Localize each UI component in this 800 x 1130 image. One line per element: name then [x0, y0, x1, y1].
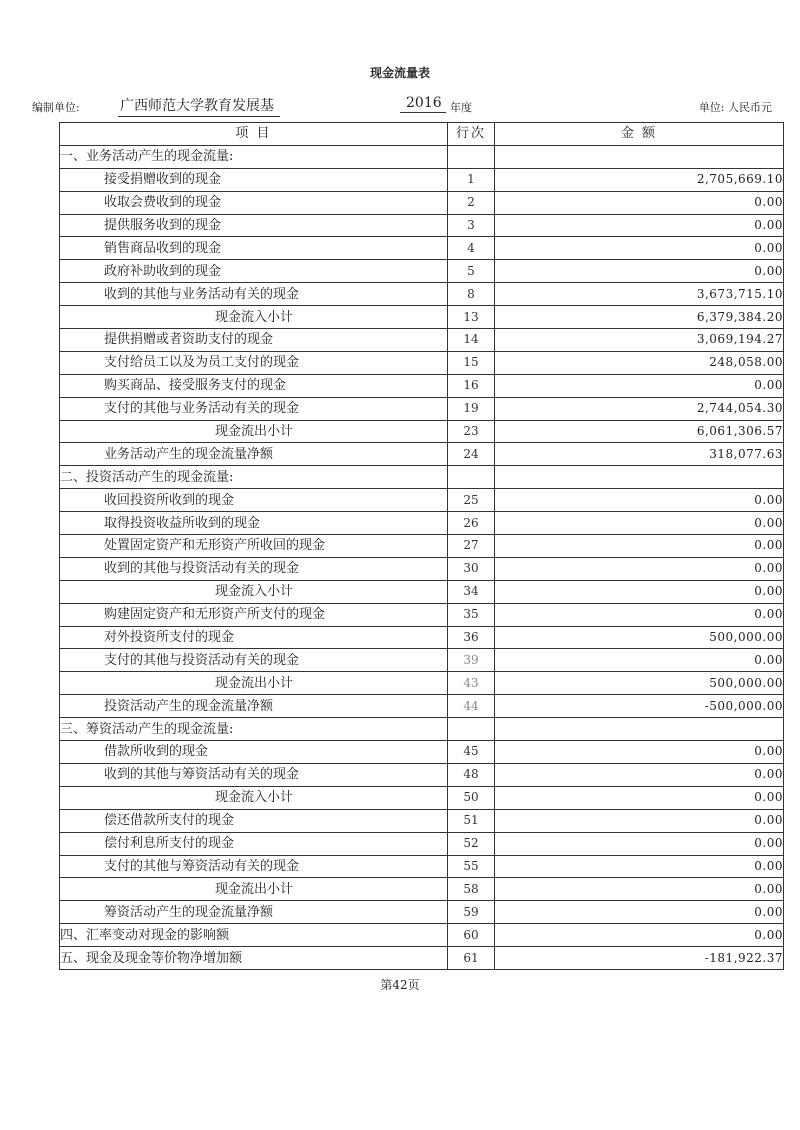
header-item: 项 目	[60, 123, 448, 146]
table-row	[60, 145, 784, 168]
row-amount: 318,077.63	[495, 443, 784, 466]
row-item: 支付的其他与业务活动有关的现金	[60, 397, 448, 420]
cash-flow-table	[59, 122, 784, 970]
row-line-number: 36	[448, 626, 495, 649]
row-amount: 0.00	[495, 191, 784, 214]
row-line-number	[448, 718, 495, 741]
table-row	[60, 489, 784, 512]
row-line-number: 25	[448, 489, 495, 512]
table-row	[60, 649, 784, 672]
row-amount: 248,058.00	[495, 351, 784, 374]
table-row	[60, 374, 784, 397]
row-item: 对外投资所支付的现金	[60, 626, 448, 649]
row-item: 现金流入小计	[60, 580, 448, 603]
report-title: 现金流量表	[369, 66, 430, 80]
row-item: 取得投资收益所收到的现金	[60, 512, 448, 535]
row-line-number: 15	[448, 351, 495, 374]
row-item: 三、筹资活动产生的现金流量:	[60, 718, 448, 741]
row-amount: 0.00	[495, 741, 784, 764]
row-amount: 2,744,054.30	[495, 397, 784, 420]
table-row	[60, 557, 784, 580]
row-item: 筹资活动产生的现金流量净额	[60, 901, 448, 924]
report-year: 2016	[400, 95, 446, 113]
row-line-number: 23	[448, 420, 495, 443]
row-line-number: 26	[448, 512, 495, 535]
table-row	[60, 786, 784, 809]
row-item: 投资活动产生的现金流量净额	[60, 695, 448, 718]
row-line-number	[448, 466, 495, 489]
table-row	[60, 443, 784, 466]
row-item: 收到的其他与投资活动有关的现金	[60, 557, 448, 580]
table-row	[60, 168, 784, 191]
row-item: 销售商品收到的现金	[60, 237, 448, 260]
row-amount	[495, 718, 784, 741]
row-line-number: 59	[448, 901, 495, 924]
row-amount: 0.00	[495, 260, 784, 283]
row-line-number: 48	[448, 763, 495, 786]
row-line-number: 30	[448, 557, 495, 580]
row-line-number: 60	[448, 924, 495, 947]
row-amount: 0.00	[495, 649, 784, 672]
row-amount: -500,000.00	[495, 695, 784, 718]
table-row	[60, 260, 784, 283]
report-meta	[32, 95, 772, 117]
row-amount: 0.00	[495, 924, 784, 947]
row-item: 收回投资所收到的现金	[60, 489, 448, 512]
row-line-number: 1	[448, 168, 495, 191]
table-row	[60, 672, 784, 695]
row-amount: 500,000.00	[495, 672, 784, 695]
currency-unit: 单位: 人民币元	[698, 101, 772, 114]
row-line-number: 52	[448, 832, 495, 855]
row-amount	[495, 466, 784, 489]
table-row	[60, 603, 784, 626]
row-line-number: 44	[448, 695, 495, 718]
page-number: 第42页	[380, 978, 420, 992]
unit-name: 广西师范大学教育发展基	[118, 95, 280, 117]
row-line-number: 58	[448, 878, 495, 901]
row-line-number: 34	[448, 580, 495, 603]
table-row	[60, 718, 784, 741]
row-item: 购建固定资产和无形资产所支付的现金	[60, 603, 448, 626]
row-item: 四、汇率变动对现金的影响额	[60, 924, 448, 947]
row-line-number: 13	[448, 306, 495, 329]
row-line-number: 51	[448, 809, 495, 832]
row-item: 收到的其他与业务活动有关的现金	[60, 283, 448, 306]
row-amount: 3,673,715.10	[495, 283, 784, 306]
row-amount: 3,069,194.27	[495, 329, 784, 352]
table-body	[60, 145, 784, 969]
row-amount: 0.00	[495, 580, 784, 603]
table-row	[60, 947, 784, 970]
year-suffix: 年度	[450, 101, 472, 114]
row-item: 支付的其他与筹资活动有关的现金	[60, 855, 448, 878]
row-amount: 0.00	[495, 214, 784, 237]
row-line-number: 45	[448, 741, 495, 764]
row-item: 购买商品、接受服务支付的现金	[60, 374, 448, 397]
row-line-number: 4	[448, 237, 495, 260]
row-amount: 6,061,306.57	[495, 420, 784, 443]
row-amount: 0.00	[495, 489, 784, 512]
row-line-number: 14	[448, 329, 495, 352]
table-row	[60, 832, 784, 855]
table-row	[60, 855, 784, 878]
row-amount: 0.00	[495, 603, 784, 626]
row-item: 二、投资活动产生的现金流量:	[60, 466, 448, 489]
row-item: 五、现金及现金等价物净增加额	[60, 947, 448, 970]
table-row	[60, 237, 784, 260]
table-row	[60, 763, 784, 786]
row-item: 提供服务收到的现金	[60, 214, 448, 237]
row-amount: 0.00	[495, 855, 784, 878]
row-line-number: 27	[448, 535, 495, 558]
table-row	[60, 580, 784, 603]
row-item: 接受捐赠收到的现金	[60, 168, 448, 191]
row-amount	[495, 145, 784, 168]
row-line-number: 24	[448, 443, 495, 466]
row-item: 政府补助收到的现金	[60, 260, 448, 283]
row-item: 收到的其他与筹资活动有关的现金	[60, 763, 448, 786]
row-item: 现金流出小计	[60, 420, 448, 443]
table-row	[60, 741, 784, 764]
row-item: 收取会费收到的现金	[60, 191, 448, 214]
table-row	[60, 306, 784, 329]
row-item: 偿还借款所支付的现金	[60, 809, 448, 832]
table-row	[60, 878, 784, 901]
table-row	[60, 329, 784, 352]
row-item: 现金流出小计	[60, 878, 448, 901]
row-item: 一、业务活动产生的现金流量:	[60, 145, 448, 168]
row-amount: 0.00	[495, 557, 784, 580]
table-row	[60, 695, 784, 718]
table-row	[60, 420, 784, 443]
row-item: 现金流入小计	[60, 306, 448, 329]
row-line-number: 3	[448, 214, 495, 237]
row-item: 偿付利息所支付的现金	[60, 832, 448, 855]
table-row	[60, 214, 784, 237]
row-amount: 500,000.00	[495, 626, 784, 649]
row-item: 支付给员工以及为员工支付的现金	[60, 351, 448, 374]
table-row	[60, 626, 784, 649]
row-amount: 0.00	[495, 901, 784, 924]
row-item: 现金流入小计	[60, 786, 448, 809]
row-line-number: 35	[448, 603, 495, 626]
row-item: 现金流出小计	[60, 672, 448, 695]
row-line-number: 55	[448, 855, 495, 878]
row-line-number: 8	[448, 283, 495, 306]
row-amount: 6,379,384.20	[495, 306, 784, 329]
row-amount: 0.00	[495, 832, 784, 855]
table-row	[60, 512, 784, 535]
table-row	[60, 924, 784, 947]
row-line-number	[448, 145, 495, 168]
table-row	[60, 901, 784, 924]
row-line-number: 19	[448, 397, 495, 420]
table-row	[60, 535, 784, 558]
row-amount: 0.00	[495, 535, 784, 558]
table-row	[60, 191, 784, 214]
table-row	[60, 397, 784, 420]
header-amount: 金 额	[495, 123, 784, 146]
row-item: 业务活动产生的现金流量净额	[60, 443, 448, 466]
row-amount: 0.00	[495, 237, 784, 260]
table-row	[60, 809, 784, 832]
row-line-number: 5	[448, 260, 495, 283]
row-amount: 0.00	[495, 763, 784, 786]
row-item: 处置固定资产和无形资产所收回的现金	[60, 535, 448, 558]
table-header-row	[60, 123, 784, 146]
row-amount: 0.00	[495, 374, 784, 397]
row-line-number: 50	[448, 786, 495, 809]
row-amount: 0.00	[495, 809, 784, 832]
row-item: 支付的其他与投资活动有关的现金	[60, 649, 448, 672]
row-amount: 2,705,669.10	[495, 168, 784, 191]
header-line: 行次	[448, 123, 495, 146]
table-row	[60, 466, 784, 489]
row-amount: 0.00	[495, 786, 784, 809]
row-amount: 0.00	[495, 512, 784, 535]
row-line-number: 61	[448, 947, 495, 970]
unit-label: 编制单位:	[32, 101, 80, 114]
table-row	[60, 351, 784, 374]
row-line-number: 39	[448, 649, 495, 672]
row-amount: -181,922.37	[495, 947, 784, 970]
row-line-number: 2	[448, 191, 495, 214]
row-amount: 0.00	[495, 878, 784, 901]
row-item: 提供捐赠或者资助支付的现金	[60, 329, 448, 352]
row-item: 借款所收到的现金	[60, 741, 448, 764]
row-line-number: 16	[448, 374, 495, 397]
table-row	[60, 283, 784, 306]
row-line-number: 43	[448, 672, 495, 695]
